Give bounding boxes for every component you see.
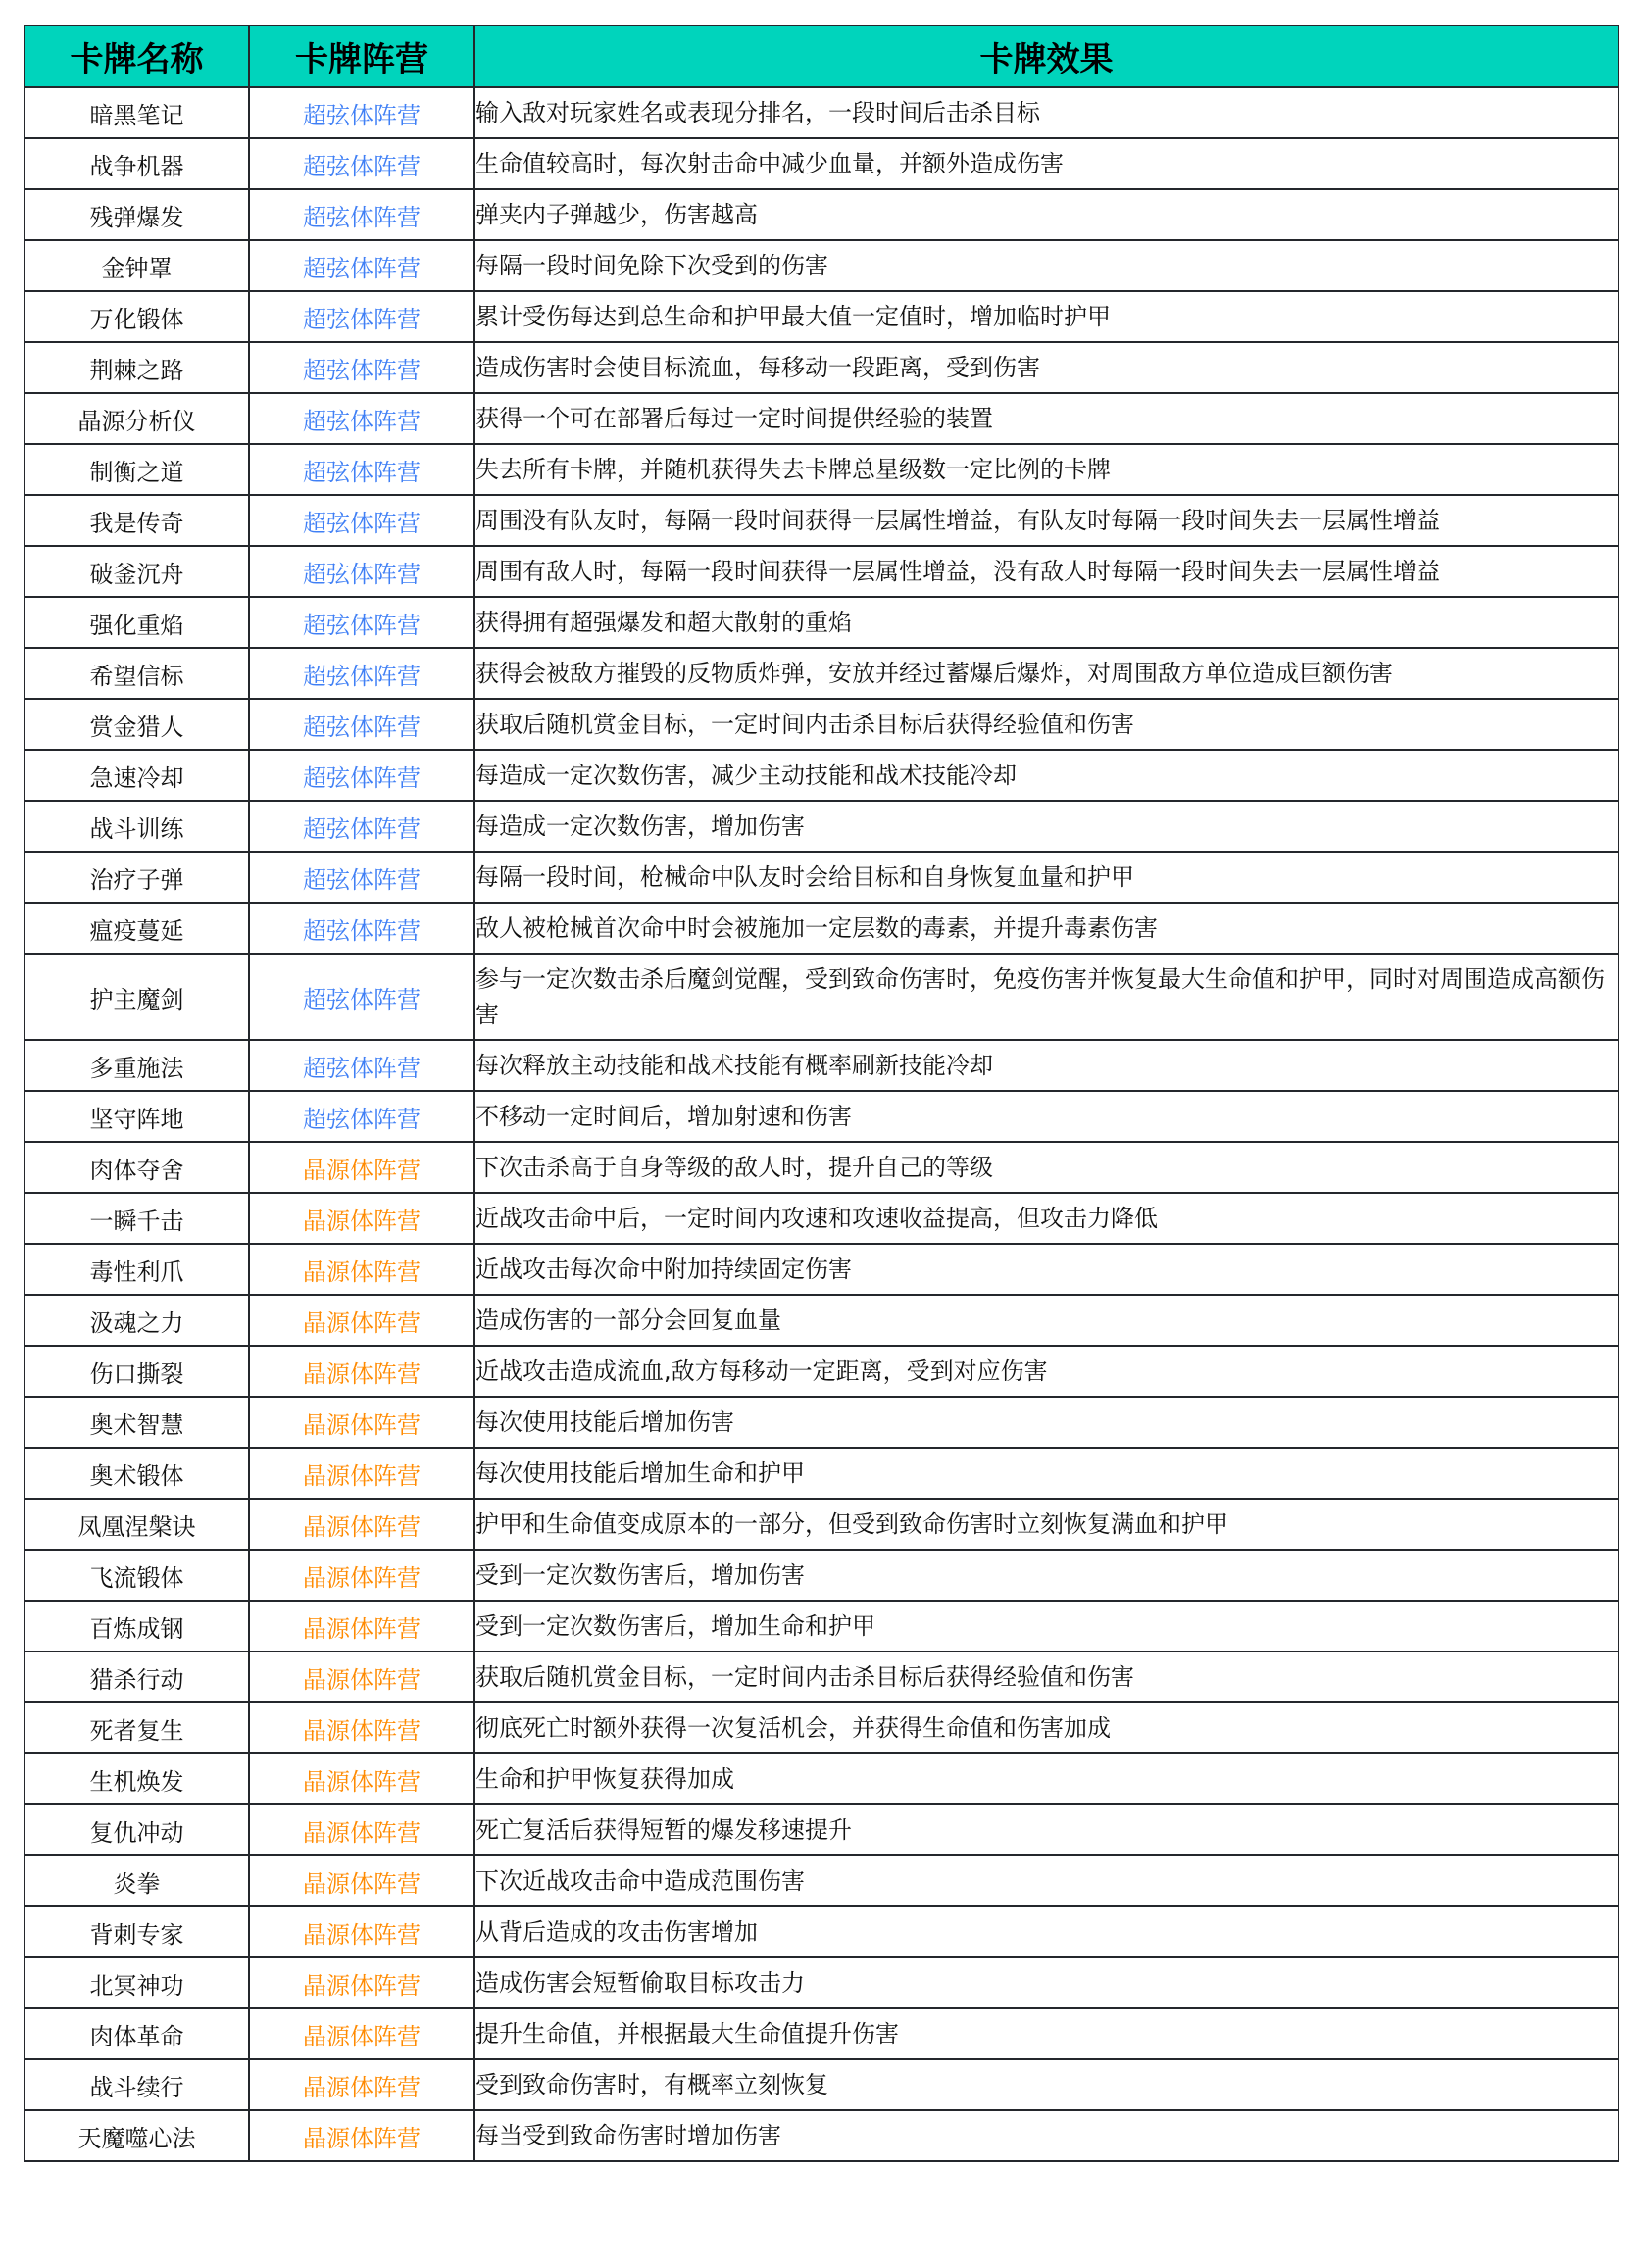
card-name-cell: 坚守阵地	[25, 1091, 249, 1142]
table-row	[25, 393, 1618, 444]
table-row	[25, 2008, 1618, 2059]
card-effect-cell: 造成伤害的一部分会回复血量	[474, 1295, 1618, 1346]
card-faction-cell: 晶源体阵营	[249, 1753, 474, 1804]
card-name-cell: 百炼成钢	[25, 1601, 249, 1652]
card-name-cell: 战斗续行	[25, 2059, 249, 2110]
card-effect-cell: 护甲和生命值变成原本的一部分，但受到致命伤害时立刻恢复满血和护甲	[474, 1499, 1618, 1550]
card-effect-cell: 失去所有卡牌，并随机获得失去卡牌总星级数一定比例的卡牌	[474, 444, 1618, 495]
card-name-cell: 急速冷却	[25, 750, 249, 801]
card-effect-cell: 每次使用技能后增加生命和护甲	[474, 1448, 1618, 1499]
card-name-cell: 天魔噬心法	[25, 2110, 249, 2161]
card-effect-cell: 死亡复活后获得短暂的爆发移速提升	[474, 1804, 1618, 1855]
card-faction-cell: 超弦体阵营	[249, 291, 474, 342]
card-effect-cell: 不移动一定时间后，增加射速和伤害	[474, 1091, 1618, 1142]
card-faction-cell: 超弦体阵营	[249, 801, 474, 852]
card-effect-cell: 彻底死亡时额外获得一次复活机会，并获得生命值和伤害加成	[474, 1702, 1618, 1753]
table-row	[25, 1957, 1618, 2008]
table-row	[25, 1652, 1618, 1702]
table-row	[25, 1804, 1618, 1855]
card-effect-cell: 每次释放主动技能和战术技能有概率刷新技能冷却	[474, 1040, 1618, 1091]
card-effect-cell: 受到一定次数伤害后，增加伤害	[474, 1550, 1618, 1601]
card-faction-cell: 超弦体阵营	[249, 87, 474, 138]
card-faction-cell: 晶源体阵营	[249, 1193, 474, 1244]
card-effect-cell: 获得拥有超强爆发和超大散射的重焰	[474, 597, 1618, 648]
card-name-cell: 北冥神功	[25, 1957, 249, 2008]
table-header	[25, 25, 1618, 87]
card-name-cell: 护主魔剑	[25, 954, 249, 1040]
card-faction-cell: 晶源体阵营	[249, 1397, 474, 1448]
card-faction-cell: 晶源体阵营	[249, 1295, 474, 1346]
card-name-cell: 暗黑笔记	[25, 87, 249, 138]
card-name-cell: 伤口撕裂	[25, 1346, 249, 1397]
card-faction-cell: 超弦体阵营	[249, 750, 474, 801]
card-faction-cell: 超弦体阵营	[249, 648, 474, 699]
card-effect-cell: 每造成一定次数伤害，增加伤害	[474, 801, 1618, 852]
table-row	[25, 189, 1618, 240]
card-effect-cell: 弹夹内子弹越少，伤害越高	[474, 189, 1618, 240]
card-faction-cell: 晶源体阵营	[249, 1906, 474, 1957]
card-effect-cell: 获得会被敌方摧毁的反物质炸弹，安放并经过蓄爆后爆炸，对周围敌方单位造成巨额伤害	[474, 648, 1618, 699]
card-name-cell: 破釜沉舟	[25, 546, 249, 597]
card-effect-cell: 造成伤害会短暂偷取目标攻击力	[474, 1957, 1618, 2008]
card-name-cell: 赏金猎人	[25, 699, 249, 750]
table-row	[25, 2059, 1618, 2110]
table-row	[25, 240, 1618, 291]
table-body	[25, 87, 1618, 2161]
card-name-cell: 死者复生	[25, 1702, 249, 1753]
card-name-cell: 凤凰涅槃诀	[25, 1499, 249, 1550]
card-effect-cell: 周围没有队友时，每隔一段时间获得一层属性增益，有队友时每隔一段时间失去一层属性增益	[474, 495, 1618, 546]
table-row	[25, 903, 1618, 954]
card-faction-cell: 超弦体阵营	[249, 495, 474, 546]
table-row	[25, 1753, 1618, 1804]
card-name-cell: 残弹爆发	[25, 189, 249, 240]
card-faction-cell: 晶源体阵营	[249, 1499, 474, 1550]
card-faction-cell: 超弦体阵营	[249, 903, 474, 954]
card-faction-cell: 超弦体阵营	[249, 444, 474, 495]
card-faction-cell: 超弦体阵营	[249, 852, 474, 903]
card-name-cell: 我是传奇	[25, 495, 249, 546]
card-name-cell: 飞流锻体	[25, 1550, 249, 1601]
card-effect-cell: 累计受伤每达到总生命和护甲最大值一定值时，增加临时护甲	[474, 291, 1618, 342]
card-faction-cell: 晶源体阵营	[249, 2110, 474, 2161]
card-name-cell: 治疗子弹	[25, 852, 249, 903]
card-effect-cell: 生命值较高时，每次射击命中减少血量，并额外造成伤害	[474, 138, 1618, 189]
card-effect-cell: 敌人被枪械首次命中时会被施加一定层数的毒素，并提升毒素伤害	[474, 903, 1618, 954]
table-row	[25, 954, 1618, 1040]
card-name-cell: 多重施法	[25, 1040, 249, 1091]
card-name-cell: 金钟罩	[25, 240, 249, 291]
table-row	[25, 699, 1618, 750]
card-name-cell: 奥术锻体	[25, 1448, 249, 1499]
table-row	[25, 546, 1618, 597]
card-name-cell: 背刺专家	[25, 1906, 249, 1957]
card-effect-cell: 周围有敌人时，每隔一段时间获得一层属性增益，没有敌人时每隔一段时间失去一层属性增益	[474, 546, 1618, 597]
table-row	[25, 1142, 1618, 1193]
table-row	[25, 1397, 1618, 1448]
header-card-name: 卡牌名称	[25, 25, 249, 87]
table-row	[25, 291, 1618, 342]
card-name-cell: 一瞬千击	[25, 1193, 249, 1244]
card-name-cell: 生机焕发	[25, 1753, 249, 1804]
card-faction-cell: 超弦体阵营	[249, 342, 474, 393]
card-name-cell: 强化重焰	[25, 597, 249, 648]
card-effect-cell: 提升生命值，并根据最大生命值提升伤害	[474, 2008, 1618, 2059]
card-faction-cell: 晶源体阵营	[249, 2059, 474, 2110]
card-effect-cell: 参与一定次数击杀后魔剑觉醒，受到致命伤害时，免疫伤害并恢复最大生命值和护甲，同时对周围造成高额伤害	[474, 954, 1618, 1040]
card-name-cell: 肉体夺舍	[25, 1142, 249, 1193]
header-card-faction: 卡牌阵营	[249, 25, 474, 87]
card-name-cell: 万化锻体	[25, 291, 249, 342]
card-faction-cell: 晶源体阵营	[249, 1448, 474, 1499]
card-effect-cell: 获得一个可在部署后每过一定时间提供经验的装置	[474, 393, 1618, 444]
card-name-cell: 战斗训练	[25, 801, 249, 852]
table-row	[25, 2110, 1618, 2161]
card-table	[24, 25, 1619, 2162]
table-row	[25, 1550, 1618, 1601]
card-effect-cell: 每次使用技能后增加伤害	[474, 1397, 1618, 1448]
card-effect-cell: 近战攻击造成流血,敌方每移动一定距离，受到对应伤害	[474, 1346, 1618, 1397]
card-effect-cell: 输入敌对玩家姓名或表现分排名，一段时间后击杀目标	[474, 87, 1618, 138]
card-faction-cell: 晶源体阵营	[249, 1804, 474, 1855]
card-faction-cell: 超弦体阵营	[249, 546, 474, 597]
card-effect-cell: 获取后随机赏金目标，一定时间内击杀目标后获得经验值和伤害	[474, 1652, 1618, 1702]
card-effect-cell: 每当受到致命伤害时增加伤害	[474, 2110, 1618, 2161]
card-effect-cell: 近战攻击命中后，一定时间内攻速和攻速收益提高，但攻击力降低	[474, 1193, 1618, 1244]
header-row	[25, 25, 1618, 87]
card-name-cell: 奥术智慧	[25, 1397, 249, 1448]
card-effect-cell: 受到致命伤害时，有概率立刻恢复	[474, 2059, 1618, 2110]
card-name-cell: 制衡之道	[25, 444, 249, 495]
card-effect-cell: 造成伤害时会使目标流血，每移动一段距离，受到伤害	[474, 342, 1618, 393]
table-row	[25, 1499, 1618, 1550]
card-name-cell: 战争机器	[25, 138, 249, 189]
card-effect-cell: 受到一定次数伤害后，增加生命和护甲	[474, 1601, 1618, 1652]
card-effect-cell: 获取后随机赏金目标，一定时间内击杀目标后获得经验值和伤害	[474, 699, 1618, 750]
card-faction-cell: 超弦体阵营	[249, 240, 474, 291]
card-faction-cell: 晶源体阵营	[249, 1855, 474, 1906]
card-faction-cell: 晶源体阵营	[249, 1957, 474, 2008]
table-row	[25, 1702, 1618, 1753]
header-card-effect: 卡牌效果	[474, 25, 1618, 87]
table-row	[25, 1244, 1618, 1295]
card-faction-cell: 晶源体阵营	[249, 2008, 474, 2059]
table-row	[25, 1295, 1618, 1346]
card-faction-cell: 超弦体阵营	[249, 1040, 474, 1091]
card-faction-cell: 晶源体阵营	[249, 1244, 474, 1295]
table-row	[25, 1855, 1618, 1906]
table-row	[25, 648, 1618, 699]
card-name-cell: 毒性利爪	[25, 1244, 249, 1295]
table-row	[25, 342, 1618, 393]
table-row	[25, 597, 1618, 648]
table-row	[25, 495, 1618, 546]
card-name-cell: 汲魂之力	[25, 1295, 249, 1346]
card-faction-cell: 超弦体阵营	[249, 699, 474, 750]
table-row	[25, 87, 1618, 138]
card-faction-cell: 超弦体阵营	[249, 138, 474, 189]
card-effect-cell: 下次近战攻击命中造成范围伤害	[474, 1855, 1618, 1906]
table-row	[25, 138, 1618, 189]
table-row	[25, 444, 1618, 495]
card-name-cell: 希望信标	[25, 648, 249, 699]
card-name-cell: 猎杀行动	[25, 1652, 249, 1702]
card-faction-cell: 超弦体阵营	[249, 1091, 474, 1142]
table-row	[25, 1601, 1618, 1652]
card-faction-cell: 晶源体阵营	[249, 1601, 474, 1652]
table-row	[25, 1193, 1618, 1244]
card-name-cell: 肉体革命	[25, 2008, 249, 2059]
card-faction-cell: 超弦体阵营	[249, 597, 474, 648]
card-faction-cell: 超弦体阵营	[249, 393, 474, 444]
card-effect-cell: 近战攻击每次命中附加持续固定伤害	[474, 1244, 1618, 1295]
card-name-cell: 荆棘之路	[25, 342, 249, 393]
card-faction-cell: 超弦体阵营	[249, 189, 474, 240]
card-effect-cell: 每隔一段时间，枪械命中队友时会给目标和自身恢复血量和护甲	[474, 852, 1618, 903]
card-faction-cell: 晶源体阵营	[249, 1702, 474, 1753]
table-row	[25, 1040, 1618, 1091]
table-row	[25, 852, 1618, 903]
table-row	[25, 750, 1618, 801]
card-faction-cell: 晶源体阵营	[249, 1652, 474, 1702]
table-row	[25, 1448, 1618, 1499]
card-faction-cell: 超弦体阵营	[249, 954, 474, 1040]
card-faction-cell: 晶源体阵营	[249, 1142, 474, 1193]
card-name-cell: 晶源分析仪	[25, 393, 249, 444]
card-name-cell: 复仇冲动	[25, 1804, 249, 1855]
card-name-cell: 瘟疫蔓延	[25, 903, 249, 954]
card-name-cell: 炎拳	[25, 1855, 249, 1906]
table-row	[25, 1346, 1618, 1397]
card-effect-cell: 从背后造成的攻击伤害增加	[474, 1906, 1618, 1957]
table-row	[25, 1091, 1618, 1142]
card-faction-cell: 晶源体阵营	[249, 1550, 474, 1601]
card-faction-cell: 晶源体阵营	[249, 1346, 474, 1397]
card-effect-cell: 生命和护甲恢复获得加成	[474, 1753, 1618, 1804]
table-row	[25, 1906, 1618, 1957]
card-effect-cell: 每造成一定次数伤害，减少主动技能和战术技能冷却	[474, 750, 1618, 801]
card-effect-cell: 每隔一段时间免除下次受到的伤害	[474, 240, 1618, 291]
card-effect-cell: 下次击杀高于自身等级的敌人时，提升自己的等级	[474, 1142, 1618, 1193]
table-row	[25, 801, 1618, 852]
